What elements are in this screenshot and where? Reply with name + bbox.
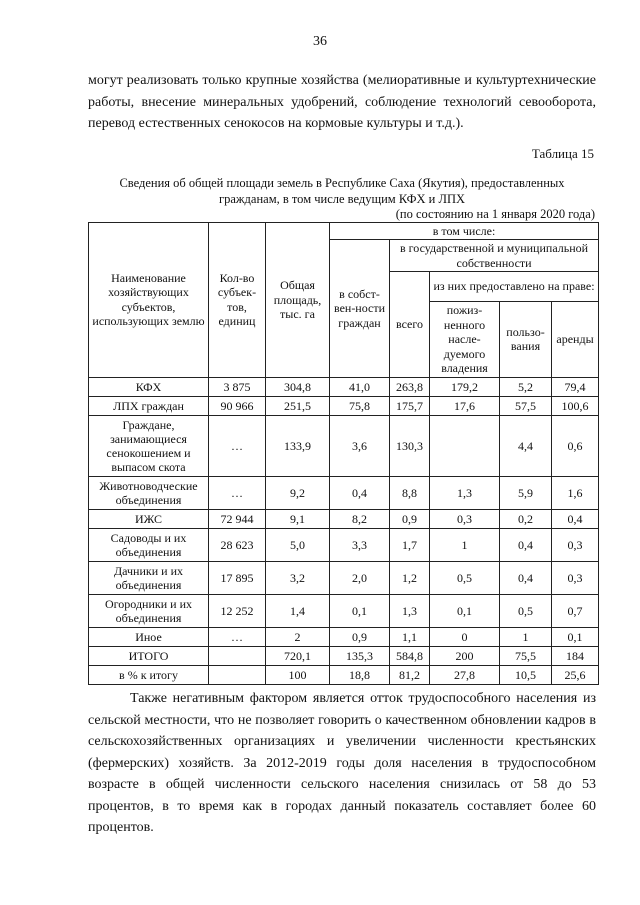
cell-rent: 1,6 [552,476,599,509]
header-rent: аренды [552,302,599,378]
table-row [89,561,599,594]
cell-total: 0,9 [390,509,430,528]
header-count: Кол-во субъек-тов, единиц [209,223,266,378]
row-name: в % к итогу [89,665,209,684]
cell-area: 251,5 [266,396,330,415]
cell-area: 5,0 [266,528,330,561]
cell-lifetime: 0,5 [430,561,500,594]
cell-rent: 0,4 [552,509,599,528]
table-row [89,377,599,396]
cell-own: 75,8 [330,396,390,415]
cell-area: 2 [266,627,330,646]
table-row [89,528,599,561]
cell-own: 0,1 [330,594,390,627]
header-name: Наименование хозяйствующих субъектов, использующих землю [89,223,209,378]
cell-lifetime: 200 [430,646,500,665]
row-name: Иное [89,627,209,646]
cell-count: … [209,415,266,476]
row-name: КФХ [89,377,209,396]
header-including: в том числе: [330,223,599,240]
row-name: Огородники и их объединения [89,594,209,627]
header-own: в собст-вен-ности граждан [330,240,390,378]
cell-total: 584,8 [390,646,430,665]
cell-rent: 0,1 [552,627,599,646]
cell-use: 0,4 [500,561,552,594]
cell-count: 3 875 [209,377,266,396]
cell-rent: 100,6 [552,396,599,415]
cell-total: 263,8 [390,377,430,396]
cell-count: 28 623 [209,528,266,561]
cell-total: 130,3 [390,415,430,476]
cell-rent: 0,3 [552,561,599,594]
table-caption: Сведения об общей площади земель в Республике Саха (Якутия), предоставленных гражданам, в том числе ведущим КФХ и ЛПХ [119,176,565,206]
cell-use: 5,2 [500,377,552,396]
cell-count: … [209,476,266,509]
cell-rent: 25,6 [552,665,599,684]
cell-own: 0,9 [330,627,390,646]
cell-own: 135,3 [330,646,390,665]
cell-area: 304,8 [266,377,330,396]
table-row [89,665,599,684]
header-use: пользо-вания [500,302,552,378]
cell-use: 4,4 [500,415,552,476]
cell-lifetime: 0 [430,627,500,646]
cell-own: 8,2 [330,509,390,528]
cell-use: 10,5 [500,665,552,684]
table-row [89,509,599,528]
page-number: 36 [313,34,327,49]
cell-total: 81,2 [390,665,430,684]
cell-lifetime: 0,1 [430,594,500,627]
paragraph-2: Также негативным фактором является отток трудоспособного населения из сельской местности, что не позволяет говорить о качественном обновлении кадров в сельскохозяйственных организациях и увеличении численности крестьянских (фермерских) хозяйств. За 2012-2019 годы доля населения в трудоспособном возрасте в общей численности сельского населения снизилась от 58 до 53 процентов, в то время как в городах данный показатель составляет более 60 процентов. [88,691,596,835]
header-provided: из них предоставлено на праве: [430,272,599,302]
cell-area: 133,9 [266,415,330,476]
table-row [89,627,599,646]
cell-rent: 79,4 [552,377,599,396]
cell-rent: 184 [552,646,599,665]
cell-area: 3,2 [266,561,330,594]
cell-lifetime [430,415,500,476]
cell-lifetime: 1,3 [430,476,500,509]
table-row [89,415,599,476]
cell-use: 57,5 [500,396,552,415]
cell-area: 9,1 [266,509,330,528]
cell-total: 1,7 [390,528,430,561]
cell-lifetime: 0,3 [430,509,500,528]
cell-use: 1 [500,627,552,646]
cell-total: 8,8 [390,476,430,509]
cell-count: … [209,627,266,646]
cell-use: 75,5 [500,646,552,665]
cell-use: 5,9 [500,476,552,509]
cell-area: 1,4 [266,594,330,627]
cell-rent: 0,6 [552,415,599,476]
cell-count [209,665,266,684]
cell-own: 2,0 [330,561,390,594]
table-row [89,594,599,627]
cell-rent: 0,7 [552,594,599,627]
header-lifetime: пожиз-ненного насле-дуемого владения [430,302,500,378]
cell-area: 720,1 [266,646,330,665]
row-name: ИЖС [89,509,209,528]
paragraph-1: могут реализовать только крупные хозяйства (мелиоративные и культуртехнические работы, внесение минеральных удобрений, соблюдение технологий севооборота, перевод естественных сенокосов на кормовые культуры и т.д.). [88,73,596,131]
header-state: в государственной и муниципальной собственности [390,240,599,272]
land-area-table [88,222,599,685]
header-area: Общая площадь, тыс. га [266,223,330,378]
cell-own: 3,6 [330,415,390,476]
cell-total: 1,3 [390,594,430,627]
cell-own: 3,3 [330,528,390,561]
row-name: ИТОГО [89,646,209,665]
table-row [89,476,599,509]
row-name: Животноводческие объединения [89,476,209,509]
table-caption-sub: (по состоянию на 1 января 2020 года) [395,207,595,221]
cell-area: 9,2 [266,476,330,509]
cell-use: 0,5 [500,594,552,627]
cell-total: 1,1 [390,627,430,646]
cell-lifetime: 179,2 [430,377,500,396]
row-name: ЛПХ граждан [89,396,209,415]
cell-own: 18,8 [330,665,390,684]
table-label: Таблица 15 [531,146,594,161]
cell-own: 0,4 [330,476,390,509]
cell-total: 1,2 [390,561,430,594]
cell-count: 72 944 [209,509,266,528]
cell-count: 12 252 [209,594,266,627]
cell-area: 100 [266,665,330,684]
cell-lifetime: 27,8 [430,665,500,684]
cell-lifetime: 17,6 [430,396,500,415]
table-row [89,396,599,415]
row-name: Граждане, занимающиеся сенокошением и выпасом скота [89,415,209,476]
table-row [89,646,599,665]
cell-count: 90 966 [209,396,266,415]
header-total: всего [390,272,430,378]
cell-lifetime: 1 [430,528,500,561]
cell-total: 175,7 [390,396,430,415]
cell-use: 0,2 [500,509,552,528]
cell-count [209,646,266,665]
cell-own: 41,0 [330,377,390,396]
row-name: Садоводы и их объединения [89,528,209,561]
cell-count: 17 895 [209,561,266,594]
cell-rent: 0,3 [552,528,599,561]
cell-use: 0,4 [500,528,552,561]
row-name: Дачники и их объединения [89,561,209,594]
